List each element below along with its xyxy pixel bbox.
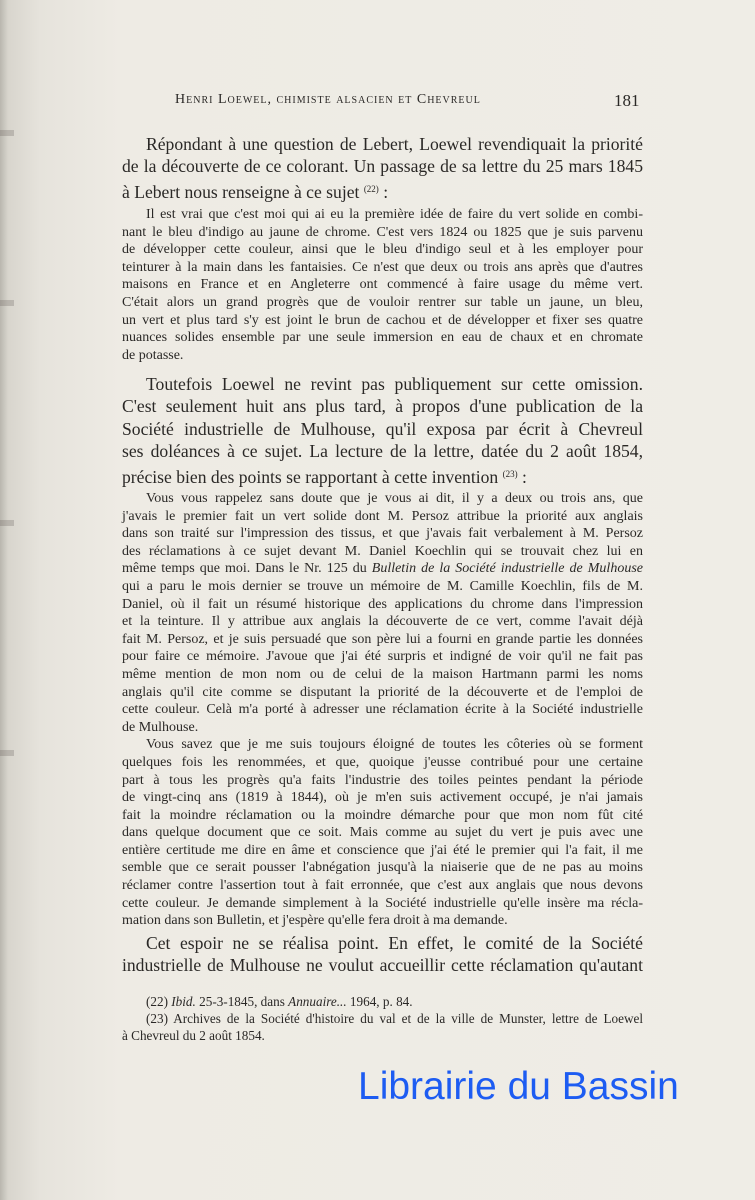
page-number: 181 [614, 91, 640, 110]
bleed-through-mark [0, 130, 14, 136]
text-span: Cet espoir ne se réalisa point. En effet, le comité de la Société [146, 933, 643, 953]
text-line [122, 684, 643, 702]
text-span: de Mulhouse. [122, 719, 199, 735]
text-line [122, 1027, 643, 1044]
text-span: Daniel, où il fait un résumé historique des applications du chrome dans l'impression [122, 596, 643, 612]
running-header: Henri Loewel, chimiste alsacien et Chevreul [175, 92, 481, 107]
text-span: de développer cette couleur, ainsi que le bleu d'indigo seul et à les employer pour [122, 242, 643, 258]
text-span: part à tous les progrès qu'a faits l'industrie des toiles peintes pendant la période [122, 772, 643, 788]
text-span: Répondant à une question de Lebert, Loewel revendiquait la priorité [146, 134, 643, 154]
text-line [122, 440, 643, 462]
text-line [122, 895, 643, 913]
text-line [122, 508, 643, 526]
text-span: entière certitude me dire en âme et conscience que j'ai été le premier qui l'a fait, il me [122, 842, 643, 858]
text-line [122, 490, 643, 508]
text-line [122, 241, 643, 259]
text-line [122, 596, 643, 614]
text-span: cette couleur. Je demande simplement à la Société industrielle qu'elle insère ma récla- [122, 895, 643, 911]
text-line [122, 789, 643, 807]
bleed-through-mark [0, 750, 14, 756]
text-line [122, 666, 643, 684]
text-span: (23) Archives de la Société d'histoire du val et de la ville de Munster, lettre de Loewel [146, 1011, 643, 1026]
text-line [122, 329, 643, 347]
footnotes [122, 993, 643, 1044]
text-span: cette couleur. Celà m'a porté à adresser une réclamation écrite à la Société industrielle [122, 702, 643, 718]
text-span: Il est vrai que c'est moi qui ai eu la première idée de faire du vert solide en combi- [146, 207, 643, 222]
text-line [122, 754, 643, 772]
text-line [122, 1010, 643, 1027]
text-span: (22) [146, 994, 172, 1009]
text-line [122, 993, 643, 1010]
text-span: nant le bleu d'indigo au jaune de chrome. C'est vers 1824 ou 1825 que je suis parvenu [122, 224, 643, 240]
text-line [122, 912, 643, 930]
text-line [122, 824, 643, 842]
text-line [122, 395, 643, 417]
text-line [122, 954, 643, 976]
text-line [122, 178, 643, 200]
text-span: Vous vous rappelez sans doute que je vous ai dit, il y a deux ou trois ans, que [146, 491, 643, 506]
text-line [122, 294, 643, 312]
text-line [122, 842, 643, 860]
text-span: Annuaire... [288, 994, 347, 1009]
text-span: : [378, 181, 389, 202]
text-line [122, 560, 643, 578]
text-span: qui a paru le mois dernier se trouve un mémoire de M. Camille Koechlin, fils de M. [122, 578, 643, 594]
text-span: Vous savez que je me suis toujours éloigné de toutes les côteries où se forment [146, 737, 643, 753]
text-line [122, 772, 643, 790]
text-span: même mention de mon nom ou de celui de la maison Hartmann parmi les noms [122, 666, 643, 682]
bleed-through-mark [0, 520, 14, 526]
text-line [122, 877, 643, 895]
text-line [122, 648, 643, 666]
text-span: pour faire ce mémoire. J'avoue que j'ai été surpris et indigné de voir qu'il ne fait pas [122, 649, 643, 665]
text-span: Ibid. [171, 994, 196, 1009]
text-span: maisons en France et en Angleterre ont commencé à faire usage du même vert. [122, 277, 643, 293]
text-span: mation dans son Bulletin, et j'espère qu'elle fera droit à ma demande. [122, 913, 508, 929]
text-span: teinturer à la main dans les fantaisies. Ce n'est que deux ou trois ans après que d'autres [122, 259, 643, 275]
text-line [122, 701, 643, 719]
text-span: un vert et plus tard s'y est joint le brun de cachou et de développer et fixer ses quatre [122, 312, 643, 328]
text-span: industrielle de Mulhouse ne voulut accueillir cette réclamation qu'autant [122, 955, 643, 976]
text-span: Société industrielle de Mulhouse, qu'il exposa par écrit à Chevreul [122, 418, 643, 439]
bleed-through-mark [0, 300, 14, 306]
block-quote [122, 490, 643, 930]
text-span: Toutefois Loewel ne revint pas publiquement sur cette omission. [146, 374, 643, 394]
paragraph [122, 373, 643, 485]
text-span: Bulletin de la Société industrielle de Mulhouse [371, 561, 643, 577]
paragraph [122, 932, 643, 977]
text-span: quelques fois les renommées, et que, quoique j'eusse contribué pour une certaine [122, 754, 643, 770]
text-span: à Lebert nous renseigne à ce sujet [122, 181, 364, 202]
text-span: nuances solides ensemble par une seule immersion en eau de chaux et en chromate [122, 330, 643, 346]
text-line [122, 463, 643, 485]
text-span: précise bien des points se rapportant à cette invention [122, 466, 503, 487]
text-line [122, 133, 643, 155]
text-span: de potasse. [122, 347, 184, 363]
text-line [122, 347, 643, 365]
block-quote [122, 206, 643, 364]
footnote-ref: (22) [363, 183, 379, 194]
text-span: même temps que moi. Dans le Nr. 125 du [122, 561, 372, 577]
text-line [122, 578, 643, 596]
text-span: ses doléances à ce sujet. La lecture de la lettre, datée du 2 août 1854, [122, 441, 643, 462]
text-line [122, 259, 643, 277]
text-span: de la découverte de ce colorant. Un passage de sa lettre du 25 mars 1845 [122, 156, 643, 177]
text-span: fait M. Persoz, et je suis persuadé que son père lui a fourni en grande partie les données [122, 631, 643, 647]
paragraph [122, 133, 643, 200]
text-span: j'avais le premier fait un vert solide dont M. Persoz attribue la priorité aux anglais [122, 508, 643, 524]
text-span: semble que ce serait pousser l'abnégation jusqu'à la niaiserie que de ne pas au moins [122, 860, 643, 876]
text-line [122, 276, 643, 294]
text-span: dans quelque document que ce soit. Mais comme au sujet du vert je puis avec une [122, 825, 643, 841]
text-span: C'était alors un grand progrès que de vouloir rentrer sur table un jaune, un bleu, [122, 294, 643, 310]
text-line [122, 224, 643, 242]
text-span: à Chevreul du 2 août 1854. [122, 1028, 265, 1043]
text-span: : [517, 466, 527, 487]
text-line [122, 206, 643, 224]
text-line [122, 418, 643, 440]
text-span: fait la moindre réclamation ou la moindre démarche pour que mon nom fût cité [122, 807, 643, 823]
footnote-ref: (23) [502, 468, 518, 479]
text-line [122, 807, 643, 825]
text-line [122, 932, 643, 954]
text-span: réclamer contre l'assertion tout à fait erronnée, que c'est aux anglais que nous devons [122, 878, 643, 894]
text-line [122, 312, 643, 330]
text-line [122, 719, 643, 737]
watermark: Librairie du Bassin [358, 1065, 679, 1108]
text-line [122, 373, 643, 395]
text-span: et la teinture. Il y attribue aux anglais la découverte de ce vert, comme l'avait déjà [122, 614, 643, 630]
text-line [122, 859, 643, 877]
text-line [122, 155, 643, 177]
text-span: des réclamations à ce sujet devant M. Daniel Koechlin qui se trouvait chez lui en [122, 543, 643, 559]
text-span: 25-3-1845, dans [195, 994, 289, 1009]
text-line [122, 613, 643, 631]
text-span: C'est seulement huit ans plus tard, à propos d'une publication de la [122, 396, 643, 417]
text-line [122, 631, 643, 649]
text-span: dans son traité sur l'impression des tissus, et que j'avais fait verbalement à M. Persoz [122, 526, 643, 542]
text-span: anglais qu'il cite comme se disputant la priorité de la découverte et de l'emploi de [122, 684, 643, 700]
text-line [122, 525, 643, 543]
text-span: 1964, p. 84. [346, 994, 413, 1009]
text-line [122, 543, 643, 561]
text-span: de vingt-cinq ans (1819 à 1844), où je m'en suis activement occupé, je n'ai jamais [122, 790, 643, 806]
text-line [122, 736, 643, 754]
